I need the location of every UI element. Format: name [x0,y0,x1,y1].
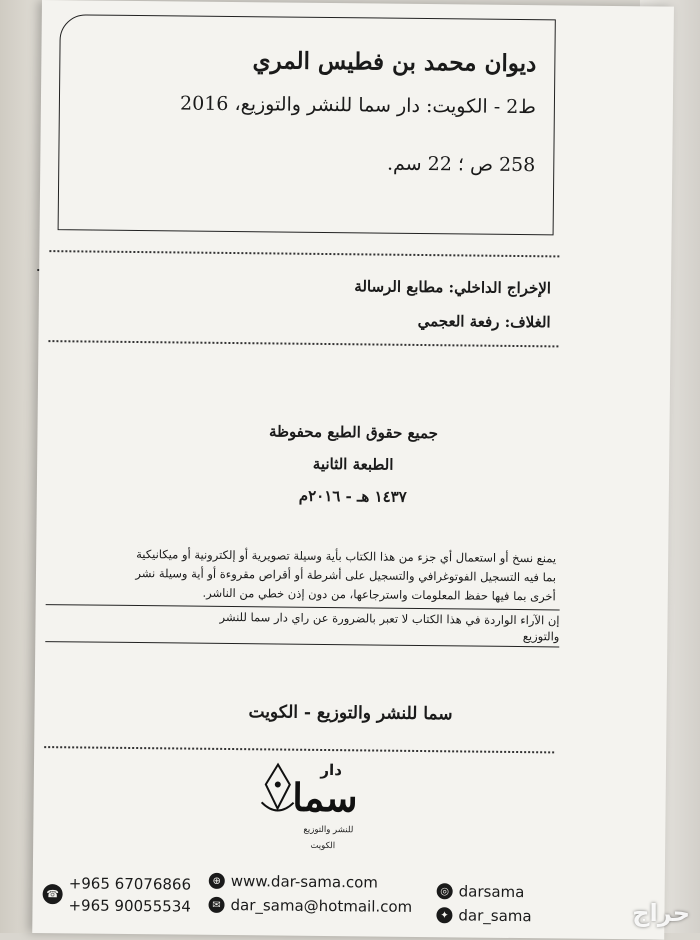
twitter-handle: dar_sama [458,906,532,926]
dotted-divider [48,340,558,347]
phone-contacts [42,872,191,918]
disclaimer-line: والتوزيع [522,629,560,644]
watermark-logo: حراج [632,899,690,927]
logo-city: الكويت [310,840,336,852]
warning-line: أخرى بما فيها حفظ المعلومات واسترجاعها، من دون إذن خطي من الناشر. [202,585,556,604]
phone-icon: ☎ [43,884,63,904]
instagram-icon: ◎ [437,883,453,899]
copyright-page [32,0,674,940]
publisher-logo [233,758,394,860]
book-title: ديوان محمد بن فطيس المري [252,47,537,78]
physical-description: 258 ص ؛ 22 سم. [386,152,536,177]
copy-warning [56,544,557,606]
warning-line: بما فيه التسجيل الفوتوغرافي والتسجيل على أشرطة أو أقراص مقروءة أو أية وسيلة نشر [135,566,557,585]
cover-credit: الغلاف: رفعة العجمي [417,311,551,332]
instagram-row [437,882,525,901]
logo-subtitle: للنشر والتوزيع [303,824,354,836]
logo-dar-text: دار [320,760,343,780]
twitter-row [436,906,531,925]
logo-sama-text: سما [292,774,358,821]
warning-line: يمنع نسخ أو استعمال أي جزء من هذا الكتاب بأية وسيلة تصويرية أو إلكترونية أو ميكانيكية [136,547,557,566]
twitter-icon: ✦ [436,907,452,923]
dotted-divider [49,250,559,257]
globe-icon: ⊕ [209,873,225,889]
instagram-handle: darsama [458,882,525,902]
rights-reserved: جميع حقوق الطبع محفوظة [268,422,439,443]
opinion-disclaimer [45,604,559,647]
website-row [209,872,378,892]
website-link[interactable]: www.dar-sama.com [230,872,379,892]
disclaimer-line: إن الآراء الواردة في هذا الكتاب لا تعبر بالضرورة عن راي دار سما للنشر [219,609,560,628]
phone-number: +965 90055534 [68,896,191,916]
mail-icon: ✉ [208,897,224,913]
dotted-divider [44,746,554,753]
catalog-record-box [58,14,556,235]
edition-label: الطبعة الثانية [312,454,394,474]
layout-credit: الإخراج الداخلي: مطابع الرسالة [354,277,552,298]
email-link[interactable]: dar_sama@hotmail.com [230,896,413,916]
edition-imprint: ط2 - الكويت: دار سما للنشر والتوزيع، 2016 [179,92,537,119]
publisher-line: سما للنشر والتوزيع - الكويت [248,702,453,725]
publication-date: ١٤٣٧ هـ - ٢٠١٦م [298,486,407,506]
phone-number: +965 67076866 [68,874,192,894]
email-row [208,896,412,916]
